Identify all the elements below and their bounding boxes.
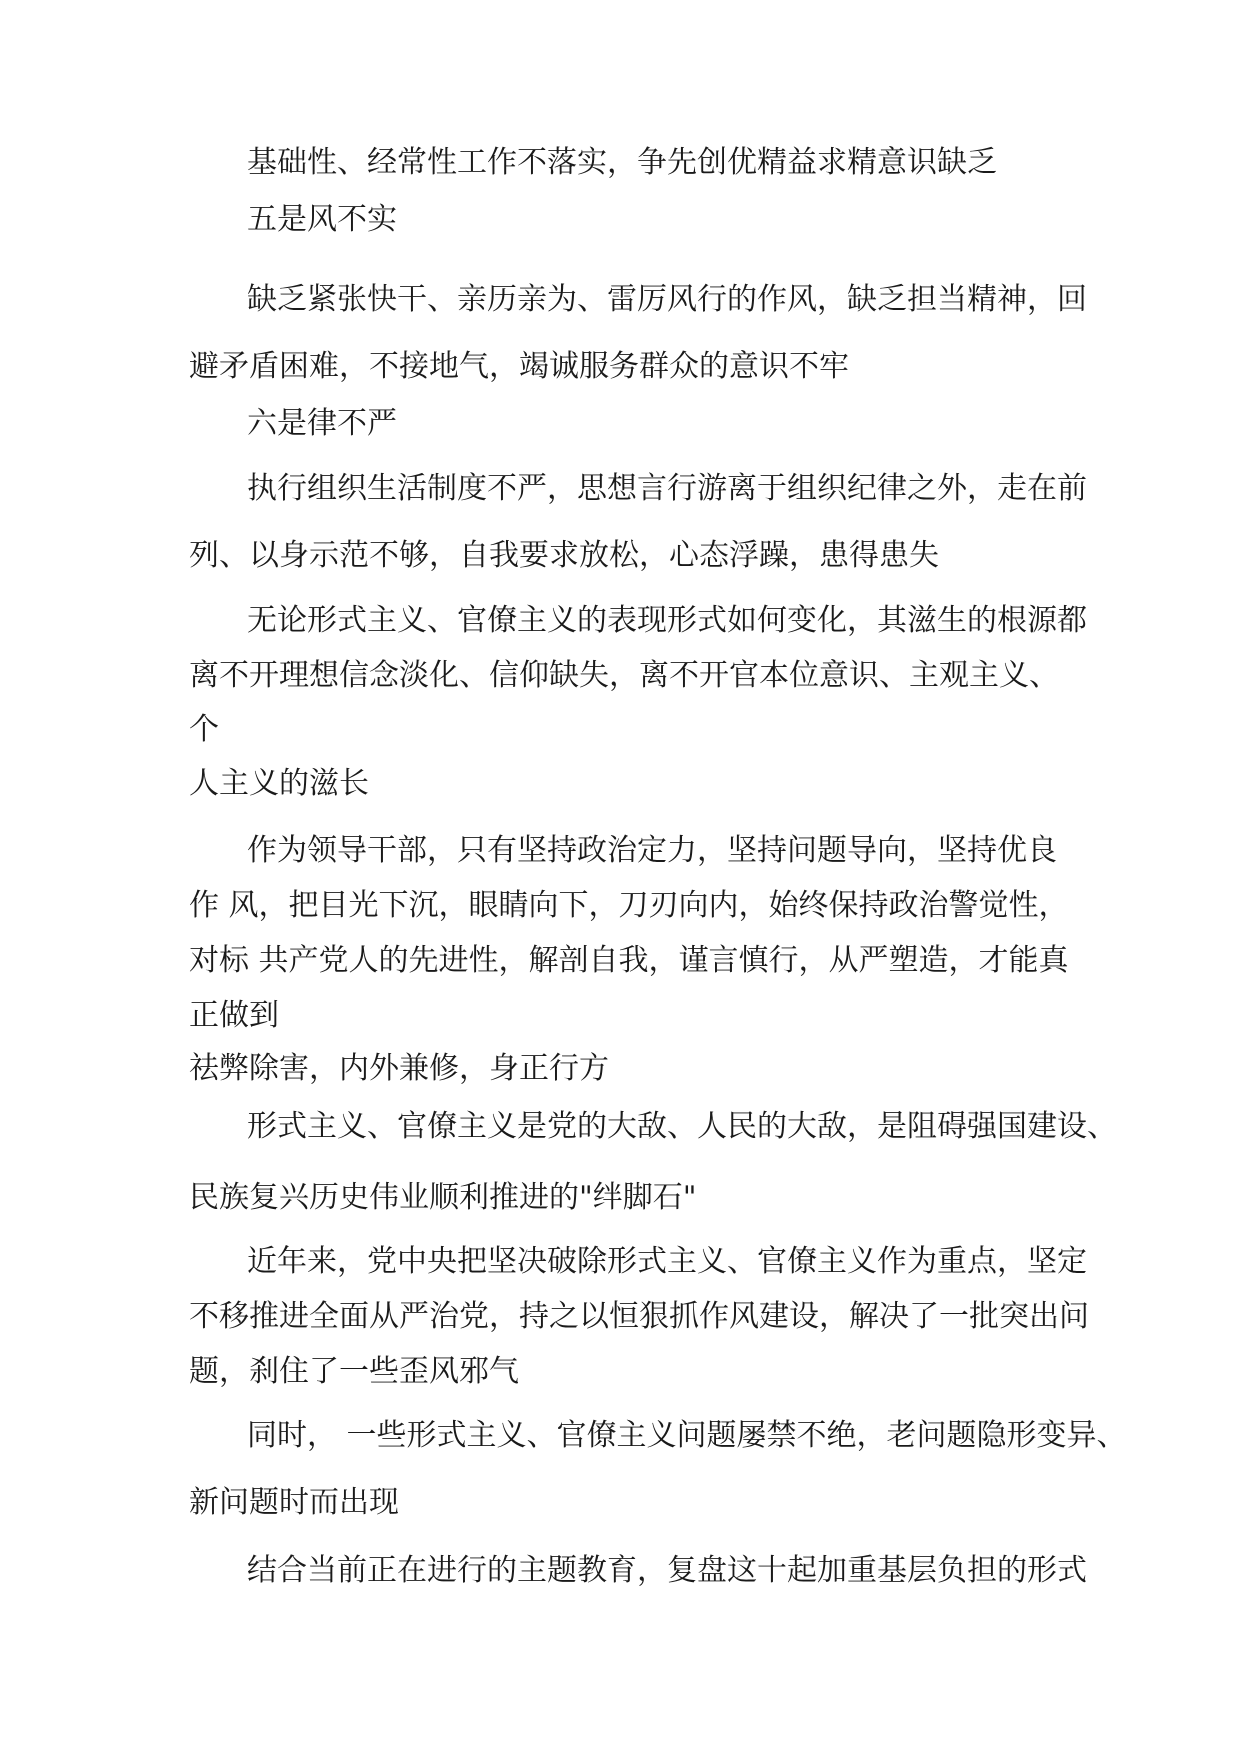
text-line: 避矛盾困难，不接地气，竭诚服务群众的意识不牢	[189, 349, 849, 384]
text-line: 列、以身示范不够，自我要求放松，心态浮躁，患得患失	[189, 538, 939, 573]
text-line: 不移推进全面从严治党，持之以恒狠抓作风建设，解决了一批突出问	[189, 1299, 1089, 1334]
text-line: 作 风，把目光下沉，眼睛向下，刀刃向内，始终保持政治警觉性，	[189, 888, 1069, 923]
text-line: 执行组织生活制度不严，思想言行游离于组织纪律之外，走在前	[247, 471, 1087, 506]
text-line: 无论形式主义、官僚主义的表现形式如何变化，其滋生的根源都	[247, 603, 1087, 638]
text-line: 六是律不严	[247, 406, 397, 441]
text-line: 个	[189, 712, 219, 747]
text-line: 正做到	[189, 998, 279, 1033]
text-line: 新问题时而出现	[189, 1485, 399, 1520]
text-line: 五是风不实	[247, 202, 397, 237]
text-line: 题，刹住了一些歪风邪气	[189, 1354, 519, 1389]
text-line: 结合当前正在进行的主题教育，复盘这十起加重基层负担的形式	[247, 1553, 1087, 1588]
text-line: 同时， 一些形式主义、官僚主义问题屡禁不绝，老问题隐形变异、	[247, 1418, 1127, 1453]
text-line: 离不开理想信念淡化、信仰缺失，离不开官本位意识、主观主义、	[189, 658, 1059, 693]
text-line: 祛弊除害，内外兼修，身正行方	[189, 1051, 609, 1086]
text-line: 近年来，党中央把坚决破除形式主义、官僚主义作为重点，坚定	[247, 1244, 1087, 1279]
text-line: 形式主义、官僚主义是党的大敌、人民的大敌，是阻碍强国建设、	[247, 1109, 1117, 1144]
text-line: 民族复兴历史伟业顺利推进的"绊脚石"	[189, 1180, 697, 1215]
text-line: 作为领导干部，只有坚持政治定力，坚持问题导向，坚持优良	[247, 833, 1057, 868]
text-line: 基础性、经常性工作不落实，争先创优精益求精意识缺乏	[247, 145, 997, 180]
text-line: 人主义的滋长	[189, 766, 369, 801]
text-line: 对标 共产党人的先进性，解剖自我，谨言慎行，从严塑造，才能真	[189, 943, 1069, 978]
text-line: 缺乏紧张快干、亲历亲为、雷厉风行的作风，缺乏担当精神，回	[247, 282, 1087, 317]
